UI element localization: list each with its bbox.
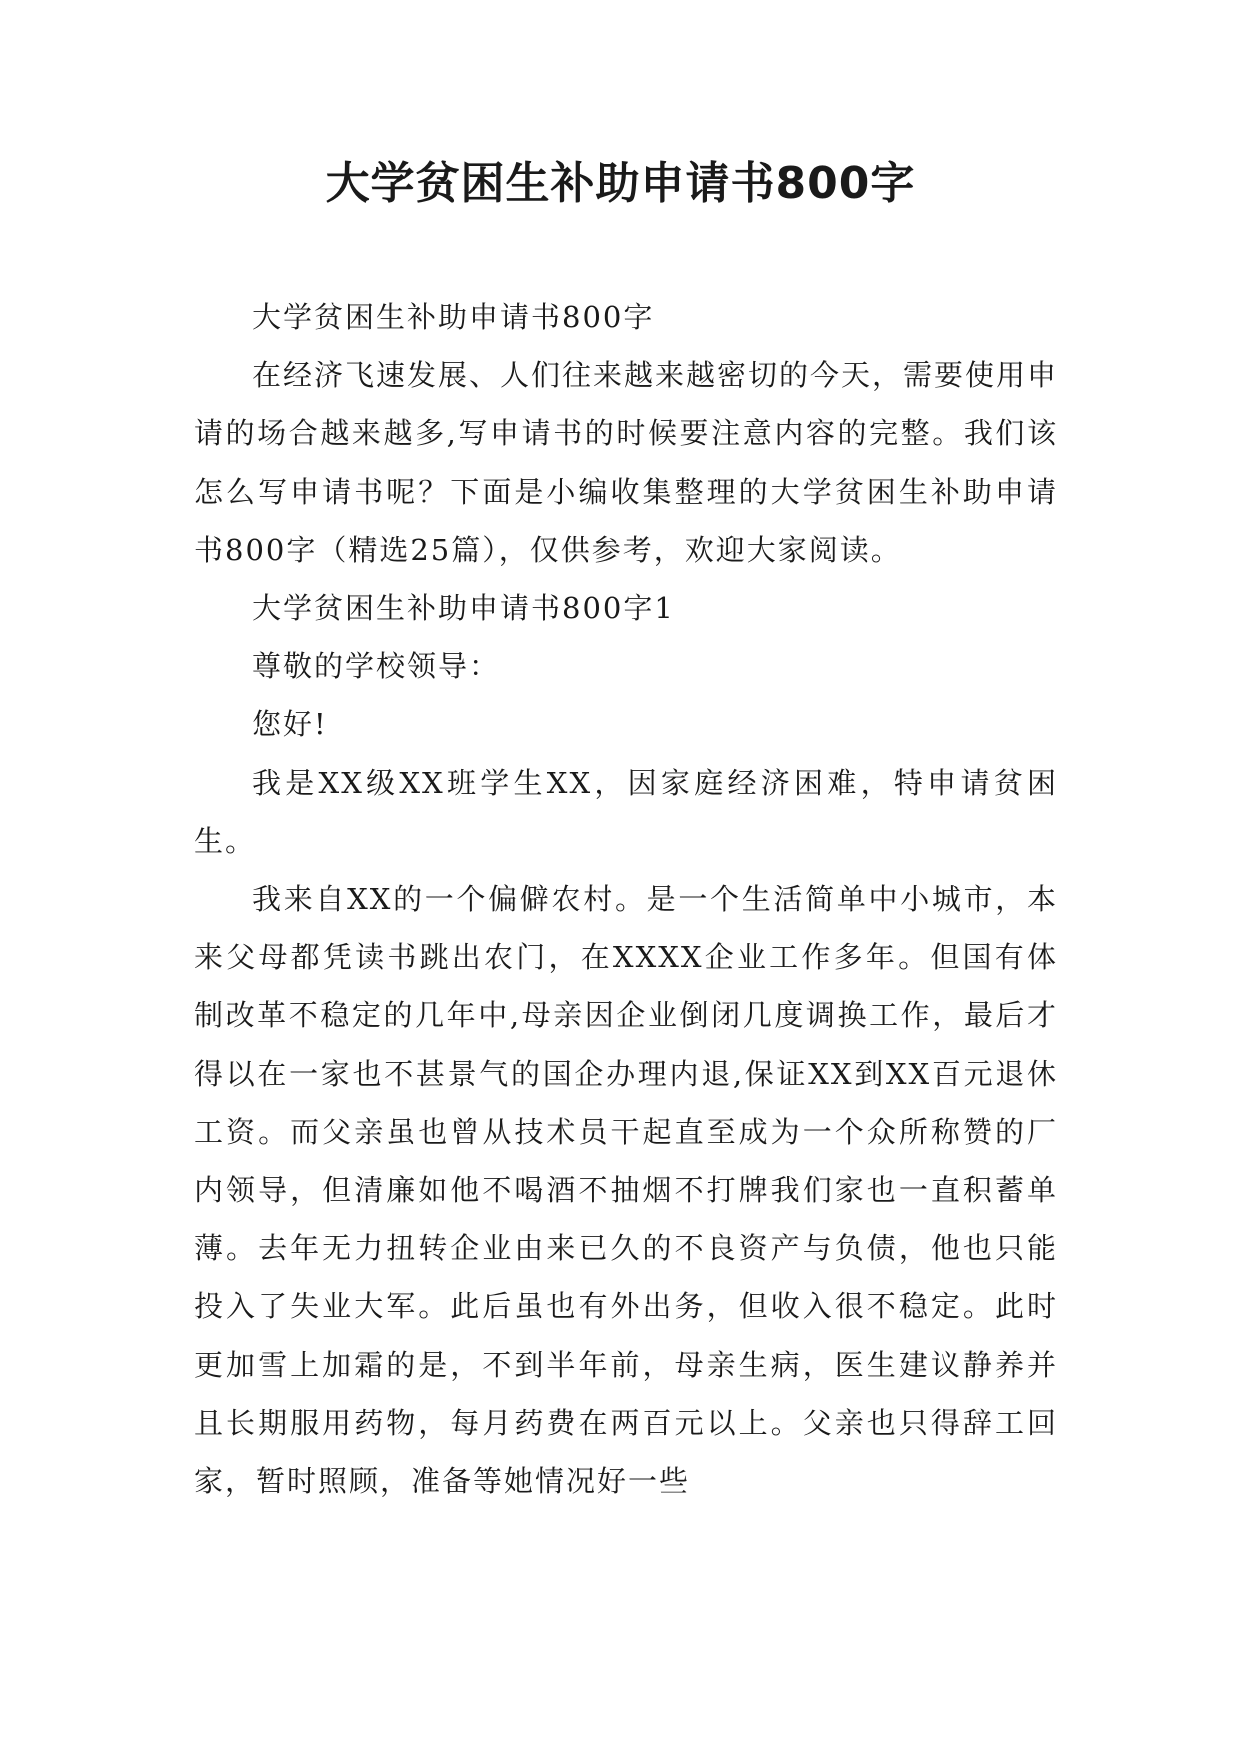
document-body [194, 288, 1058, 1510]
paragraph-subtitle: 大学贫困生补助申请书800字 [252, 300, 655, 334]
paragraph-self-introduction: 我是XX级XX班学生XX，因家庭经济困难，特申请贫困生。 [194, 765, 1058, 858]
paragraph-salutation: 尊敬的学校领导： [252, 649, 501, 684]
document-title: 大学贫困生补助申请书800字 [325, 158, 916, 209]
paragraph-greeting: 您好! [252, 707, 328, 742]
paragraph-intro: 在经济飞速发展、人们往来越来越密切的今天，需要使用申请的场合越来越多,写申请书的时候要注意内容的完整。我们该怎么写申请书呢？下面是小编收集整理的大学贫困生补助申请书800字（精选25篇），仅供参考，欢迎大家阅读。 [194, 358, 1059, 567]
paragraph-section-heading: 大学贫困生补助申请书800字1 [252, 591, 675, 626]
paragraph-family-situation: 我来自XX的一个偏僻农村。是一个生活简单中小城市，本来父母都凭读书跳出农门，在XXXX企业工作多年。但国有体制改革不稳定的几年中,母亲因企业倒闭几度调换工作，最后才得以在一家也不甚景气的国企办理内退,保证XX到XX百元退休工资。而父亲虽也曾从技术员干起直至成为一个众所称赞的厂内领导，但清廉如他不喝酒不抽烟不打牌我们家也一直积蓄单薄。去年无力扭转企业由来已久的不良资产与负债，他也只能投入了失业大军。此后虽也有外出务，但收入很不稳定。此时更加雪上加霜的是，不到半年前，母亲生病，医生建议静养并且长期服用药物，每月药费在两百元以上。父亲也只得辞工回家，暂时照顾，准备等她情况好一些 [194, 882, 1058, 1499]
